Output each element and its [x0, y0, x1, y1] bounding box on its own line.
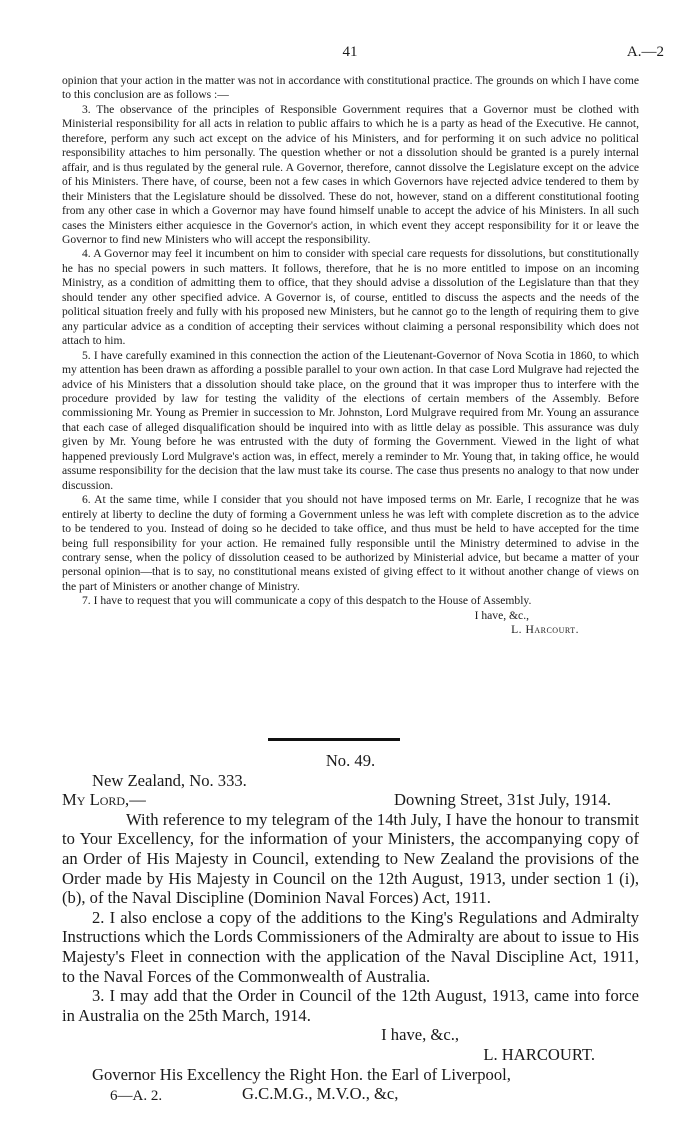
letter-paragraph-3: 3. I may add that the Order in Council of the 12th August, 1913, came into force in Australia on the 25th March, 1914. [62, 986, 639, 1025]
letter-no-49 [62, 751, 639, 1104]
signature: L. Harcourt. [511, 623, 579, 637]
paragraph-7: 7. I have to request that you will communicate a copy of this despatch to the House of Assembly. [82, 594, 532, 608]
salutation-row [62, 790, 639, 810]
closing-phrase: I have, &c., [474, 608, 529, 622]
place-date: Downing Street, 31st July, 1914. [394, 790, 611, 810]
document-reference: A.—2 [626, 44, 664, 60]
letter-paragraph-1: With reference to my telegram of the 14th July, I have the honour to transmit to Your Excellency, for the information of your Ministers, the accompanying copy of an Order of His Majesty in Council, extending to New Zealand the provisions of the Order made by His Majesty in Council on the 12th August, 1913, under section 1 (i), (b), of the Naval Discipline (Dominion Naval Forces) Act, 1911. [62, 809, 639, 908]
paragraph-opening: opinion that your action in the matter was not in accordance with constitutional practice. The grounds on which I have come to this conclusion are as follows :— [62, 74, 639, 102]
paragraph-3: 3. The observance of the principles of Responsible Government requires that a Governor must be clothed with Ministerial responsibility for all acts in relation to public affairs to which he is a party as head of the Executive. He cannot, therefore, perform any such act except on the advice of his Ministers, and for performing it on such advice no political responsibility attaches to him personally. The question whether or not a dissolution should be granted is a purely internal affair, and is thus regulated by the general rule. A Governor, therefore, cannot dissolve the Legislature except on the advice of his Ministers. There have, of course, been not a few cases in which Governors have rejected advice tendered to them by their Ministers that the Legislature should be dissolved. These do not, however, stand on a different constitutional footing from any other case in which a Governor may have found himself unable to accept the advice of his Ministers. In all such cases the Ministers either acquiesce in the Governor's action, in which event they accept responsibility for it or leave the Governor to find new Ministers who will accept the responsibility. [62, 102, 639, 246]
paragraph-4: 4. A Governor may feel it incumbent on him to consider with special care requests for dissolutions, but constitutionally he has no special powers in such matters. It follows, therefore, that he is no more entitled to impose on an incoming Ministry, as a condition of admitting them to office, that they should advise a dissolution of the Legislature than that they should tender any other specified advice. A Governor is, of course, entitled to discuss the aspects and the needs of the political situation freely and fully with his proposed new Ministers, but he cannot go to the length of requiring them to give any particular advice as a condition of accepting their services without claiming a personal responsibility which does not attach to him. [62, 247, 639, 348]
previous-letter [62, 74, 639, 638]
addressee-line-2: G.C.M.G., M.V.O., &c, [242, 1084, 399, 1104]
paragraph-5: 5. I have carefully examined in this connection the action of the Lieutenant-Governor of Nova Scotia in 1860, to which my attention has been drawn as affording a possible parallel to your own action. In that case Lord Mulgrave had rejected the advice of his Ministers that a dissolution should take place, on the ground that it was improper thus to interfere with the procedure provided by law for testing the validity of the elections of certain members of the Assembly. Before commissioning Mr. Young as Premier in succession to Mr. Johnston, Lord Mulgrave required from Mr. Young an assurance that each case of alleged disqualification should be inquired into with as little delay as possible. This assurance was duly given by Mr. Young before he was entrusted with the duty of forming the Government. Viewed in the light of what happened previously Lord Mulgrave's action was, in effect, merely a reminder to Mr. Young that, in taking office, he would assume responsibility for the decision that the law must take its course. The case thus presents no analogy to that now under discussion. [62, 348, 639, 492]
letter-paragraph-2: 2. I also enclose a copy of the additions to the King's Regulations and Admiralty Instructions which the Lords Commissioners of the Admiralty are about to issue to His Majesty's Fleet in connection with the application of the Naval Discipline Act, 1911, to the Naval Forces of the Commonwealth of Australia. [62, 907, 639, 986]
letter-reference: New Zealand, No. 333. [92, 770, 247, 790]
letter-number: No. 49. [325, 751, 376, 770]
addressee-line-1: Governor His Excellency the Right Hon. the Earl of Liverpool, [92, 1064, 511, 1084]
page-number: 41 [342, 44, 358, 60]
salutation: My Lord,— [62, 790, 146, 810]
paragraph-6: 6. At the same time, while I consider that you should not have imposed terms on Mr. Earle, I recognize that he was entirely at liberty to decline the duty of forming a Government unless he was left with complete discretion as to the advice to be tendered to you. Instead of doing so he decided to take office, and thus must be held to have accepted for the time being full responsibility for your action. He remained fully responsible until the Ministry determined to advise in the contrary sense, when the policy of dissolution ceased to be authorized by Ministerial advice, but became a matter of your personal opinion—that is to say, no constitutional means existed of giving effect to it without another change of views on the part of Ministers or another change of Ministry. [62, 493, 639, 593]
letter-signature: L. HARCOURT. [483, 1044, 595, 1064]
letter-closing: I have, &c., [381, 1025, 459, 1045]
previous-letter-closing [62, 609, 639, 638]
section-divider [268, 738, 400, 741]
sheet-mark: 6—A. 2. [110, 1088, 163, 1104]
